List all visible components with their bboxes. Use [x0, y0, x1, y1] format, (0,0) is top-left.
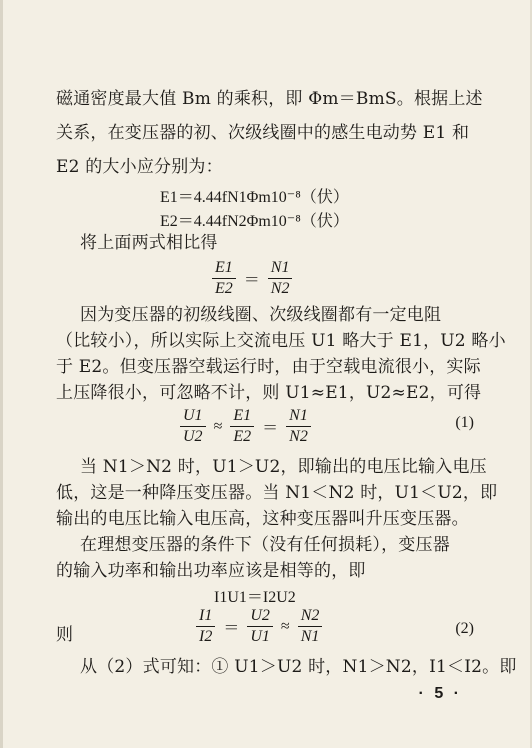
text-line-1: 磁通密度最大值 Bm 的乘积，即 Φm＝BmS。根据上述	[56, 89, 483, 109]
formula-eq2	[196, 606, 322, 647]
numerator: I1	[196, 606, 215, 627]
text-line-7: 于 E2。但变压器空载运行时，由于空载电流很小，实际	[56, 357, 481, 377]
denominator: I2	[199, 628, 213, 645]
formula-ratio	[212, 258, 292, 299]
denominator: N2	[270, 280, 290, 297]
fraction-n1-n2	[268, 258, 293, 299]
equation-number-1: (1)	[455, 414, 474, 431]
approx-sign: ≈	[213, 417, 223, 435]
formula-e1: E1＝4.44fN1Φm10⁻⁸（伏）	[160, 189, 349, 206]
equals-sign: ＝	[262, 420, 279, 437]
text-line-14: 从（2）式可知：① U1＞U2 时，N1＞N2，I1＜I2。即	[80, 657, 517, 677]
numerator: U1	[180, 406, 206, 427]
text-line-8: 上压降很小，可忽略不计，则 U1≈E1，U2≈E2，可得	[56, 383, 482, 403]
formula-eq1	[180, 406, 311, 447]
equals-sign: ＝	[223, 620, 240, 637]
denominator: U2	[183, 428, 203, 445]
formula-prefix: 则	[56, 625, 73, 644]
fraction-e1-e2	[212, 258, 236, 299]
denominator: N1	[300, 628, 320, 645]
numerator: E1	[230, 406, 254, 427]
fraction-e1-e2	[230, 406, 254, 447]
text-line-12: 在理想变压器的条件下（没有任何损耗），变压器	[80, 535, 450, 555]
fraction-u2-u1	[247, 606, 273, 647]
fraction-n2-n1	[298, 606, 323, 647]
denominator: E2	[215, 280, 233, 297]
denominator: E2	[233, 428, 252, 445]
fraction-n1-n2	[286, 406, 311, 447]
text-line-9: 当 N1＞N2 时，U1＞U2，即输出的电压比输入电压	[80, 457, 487, 477]
text-line-11: 输出的电压比输入电压高，这种变压器叫升压变压器。	[56, 509, 469, 529]
denominator: U1	[250, 628, 270, 645]
formula-e2: E2＝4.44fN2Φm10⁻⁸（伏）	[160, 213, 349, 230]
numerator: N1	[268, 258, 293, 279]
numerator: N1	[286, 406, 311, 427]
text-line-2: 关系，在变压器的初、次级线圈中的感生电动势 E1 和	[56, 123, 470, 143]
text-line-5: 因为变压器的初级线圈、次级线圈都有一定电阻	[80, 305, 442, 325]
numerator: E1	[212, 258, 236, 279]
text-line-13: 的输入功率和输出功率应该是相等的，即	[56, 561, 366, 581]
numerator: U2	[247, 606, 273, 627]
text-line-4: 将上面两式相比得	[80, 233, 218, 253]
text-line-3: E2 的大小应分别为：	[56, 157, 223, 177]
text-line-10: 低，这是一种降压变压器。当 N1＜N2 时，U1＜U2，即	[56, 483, 498, 503]
fraction-u1-u2	[180, 406, 206, 447]
page-number: · 5 ·	[418, 685, 462, 702]
equation-number-2: (2)	[455, 620, 474, 637]
formula-power: I1U1＝I2U2	[214, 589, 296, 606]
equals-sign: ＝	[243, 272, 260, 289]
text-line-6: （比较小），所以实际上交流电压 U1 略大于 E1，U2 略小	[56, 331, 506, 351]
denominator: N2	[289, 428, 308, 445]
numerator: N2	[298, 606, 323, 627]
approx-sign: ≈	[280, 617, 290, 635]
fraction-i1-i2	[196, 606, 215, 647]
